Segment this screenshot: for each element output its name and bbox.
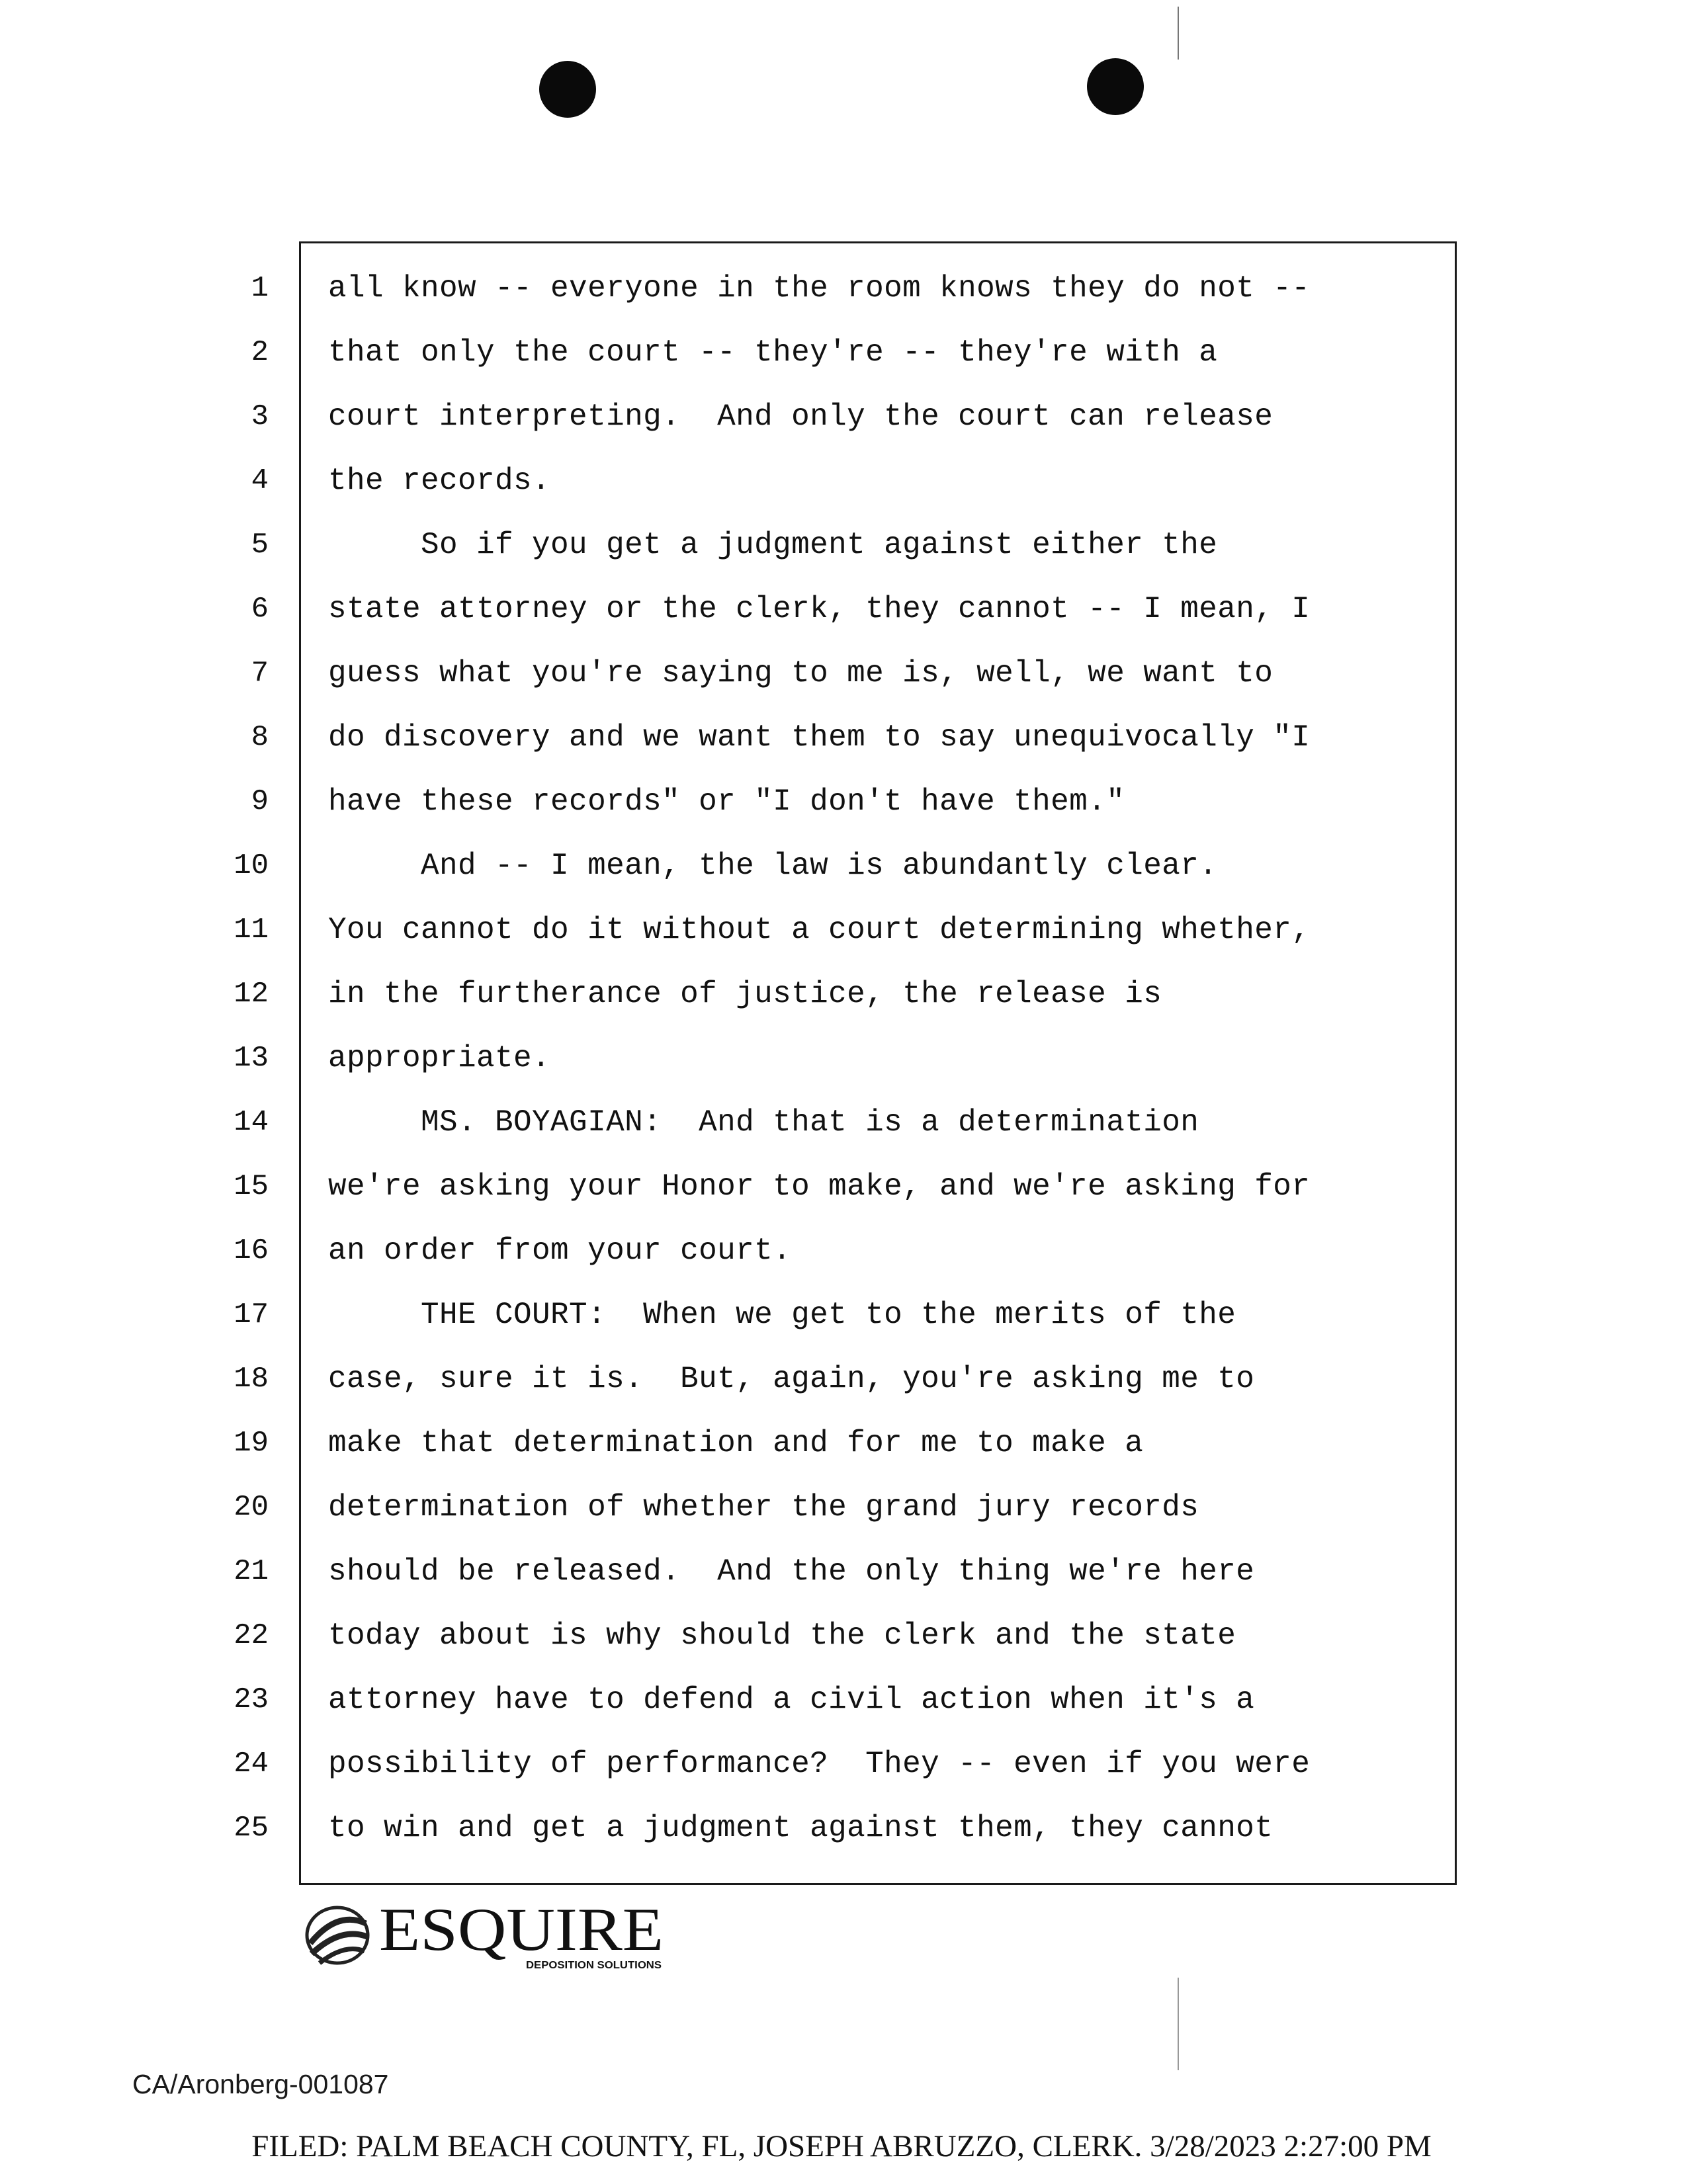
scan-mark-top — [1178, 7, 1179, 60]
line-number: 4 — [251, 464, 269, 497]
transcript-line — [212, 329, 1469, 393]
transcript-line — [212, 1676, 1469, 1740]
transcript-line — [212, 714, 1469, 778]
transcript-line — [212, 265, 1469, 329]
line-text: guess what you're saying to me is, well, we want to — [328, 656, 1273, 691]
transcript-line — [212, 1484, 1469, 1548]
line-text: make that determination and for me to make a — [328, 1426, 1144, 1460]
line-number: 21 — [234, 1555, 269, 1588]
line-number: 1 — [251, 272, 269, 305]
line-text: case, sure it is. But, again, you're asking me to — [328, 1362, 1255, 1396]
transcript-line — [212, 585, 1469, 650]
line-number: 2 — [251, 336, 269, 369]
line-number: 7 — [251, 657, 269, 690]
line-text: attorney have to defend a civil action when it's a — [328, 1683, 1255, 1717]
punch-hole-right — [1087, 58, 1144, 115]
transcript-line — [212, 457, 1469, 521]
transcript-line — [212, 1355, 1469, 1419]
line-text: do discovery and we want them to say unequivocally "I — [328, 720, 1311, 755]
line-number: 10 — [234, 849, 269, 882]
line-text: today about is why should the clerk and the state — [328, 1618, 1236, 1653]
transcript-line — [212, 1227, 1469, 1291]
line-text: the records. — [328, 464, 551, 498]
transcript-line — [212, 521, 1469, 585]
line-number: 19 — [234, 1427, 269, 1460]
line-text: an order from your court. — [328, 1234, 792, 1268]
line-number: 23 — [234, 1683, 269, 1716]
line-number: 24 — [234, 1747, 269, 1781]
transcript-line — [212, 906, 1469, 970]
esquire-globe-icon — [307, 1908, 368, 1963]
punch-hole-left — [539, 61, 596, 118]
line-text: And -- I mean, the law is abundantly clear. — [328, 849, 1218, 883]
transcript-line — [212, 1740, 1469, 1804]
line-number: 15 — [234, 1170, 269, 1203]
line-number: 3 — [251, 400, 269, 433]
line-text: court interpreting. And only the court can release — [328, 399, 1273, 434]
transcript-line — [212, 1291, 1469, 1355]
line-number: 6 — [251, 593, 269, 626]
transcript-line — [212, 1163, 1469, 1227]
scan-mark-bottom — [1178, 1978, 1179, 2070]
line-number: 9 — [251, 785, 269, 818]
esquire-wordmark: ESQUIRE — [379, 1897, 664, 1963]
line-text: So if you get a judgment against either the — [328, 528, 1218, 562]
esquire-tagline: DEPOSITION SOLUTIONS — [526, 1960, 662, 1971]
transcript-lines — [212, 265, 1469, 1869]
line-number: 25 — [234, 1812, 269, 1845]
line-text: all know -- everyone in the room knows they do not -- — [328, 271, 1311, 306]
line-text: to win and get a judgment against them, they cannot — [328, 1811, 1273, 1845]
transcript-line — [212, 1804, 1469, 1869]
line-text: possibility of performance? They -- even if you were — [328, 1747, 1311, 1781]
line-number: 11 — [234, 913, 269, 946]
line-text: should be released. And the only thing we're here — [328, 1554, 1255, 1589]
line-text: have these records" or "I don't have them." — [328, 784, 1125, 819]
line-number: 20 — [234, 1491, 269, 1524]
line-text: You cannot do it without a court determining whether, — [328, 913, 1311, 947]
line-number: 18 — [234, 1363, 269, 1396]
line-text: THE COURT: When we get to the merits of the — [328, 1298, 1236, 1332]
transcript-line — [212, 650, 1469, 714]
transcript-line — [212, 1034, 1469, 1099]
line-number: 13 — [234, 1042, 269, 1075]
line-text: we're asking your Honor to make, and we're asking for — [328, 1169, 1311, 1204]
line-text: that only the court -- they're -- they're with a — [328, 335, 1218, 370]
line-text: MS. BOYAGIAN: And that is a determination — [328, 1105, 1199, 1140]
transcript-line — [212, 1099, 1469, 1163]
transcript-line — [212, 842, 1469, 906]
line-number: 22 — [234, 1619, 269, 1652]
line-text: in the furtherance of justice, the release is — [328, 977, 1162, 1011]
line-text: state attorney or the clerk, they cannot -- I mean, I — [328, 592, 1311, 626]
bates-number: CA/Aronberg-001087 — [132, 2069, 389, 2099]
line-text: determination of whether the grand jury records — [328, 1490, 1199, 1525]
transcript-line — [212, 393, 1469, 457]
esquire-logo — [301, 1897, 711, 1976]
filed-stamp: FILED: PALM BEACH COUNTY, FL, JOSEPH ABRUZZO, CLERK. 3/28/2023 2:27:00 PM — [251, 2129, 1432, 2163]
line-number: 5 — [251, 528, 269, 562]
transcript-line — [212, 1612, 1469, 1676]
line-text: appropriate. — [328, 1041, 551, 1075]
transcript-line — [212, 1548, 1469, 1612]
transcript-line — [212, 970, 1469, 1034]
line-number: 17 — [234, 1298, 269, 1331]
line-number: 14 — [234, 1106, 269, 1139]
line-number: 12 — [234, 978, 269, 1011]
transcript-line — [212, 778, 1469, 842]
line-number: 16 — [234, 1234, 269, 1267]
line-number: 8 — [251, 721, 269, 754]
transcript-line — [212, 1419, 1469, 1484]
